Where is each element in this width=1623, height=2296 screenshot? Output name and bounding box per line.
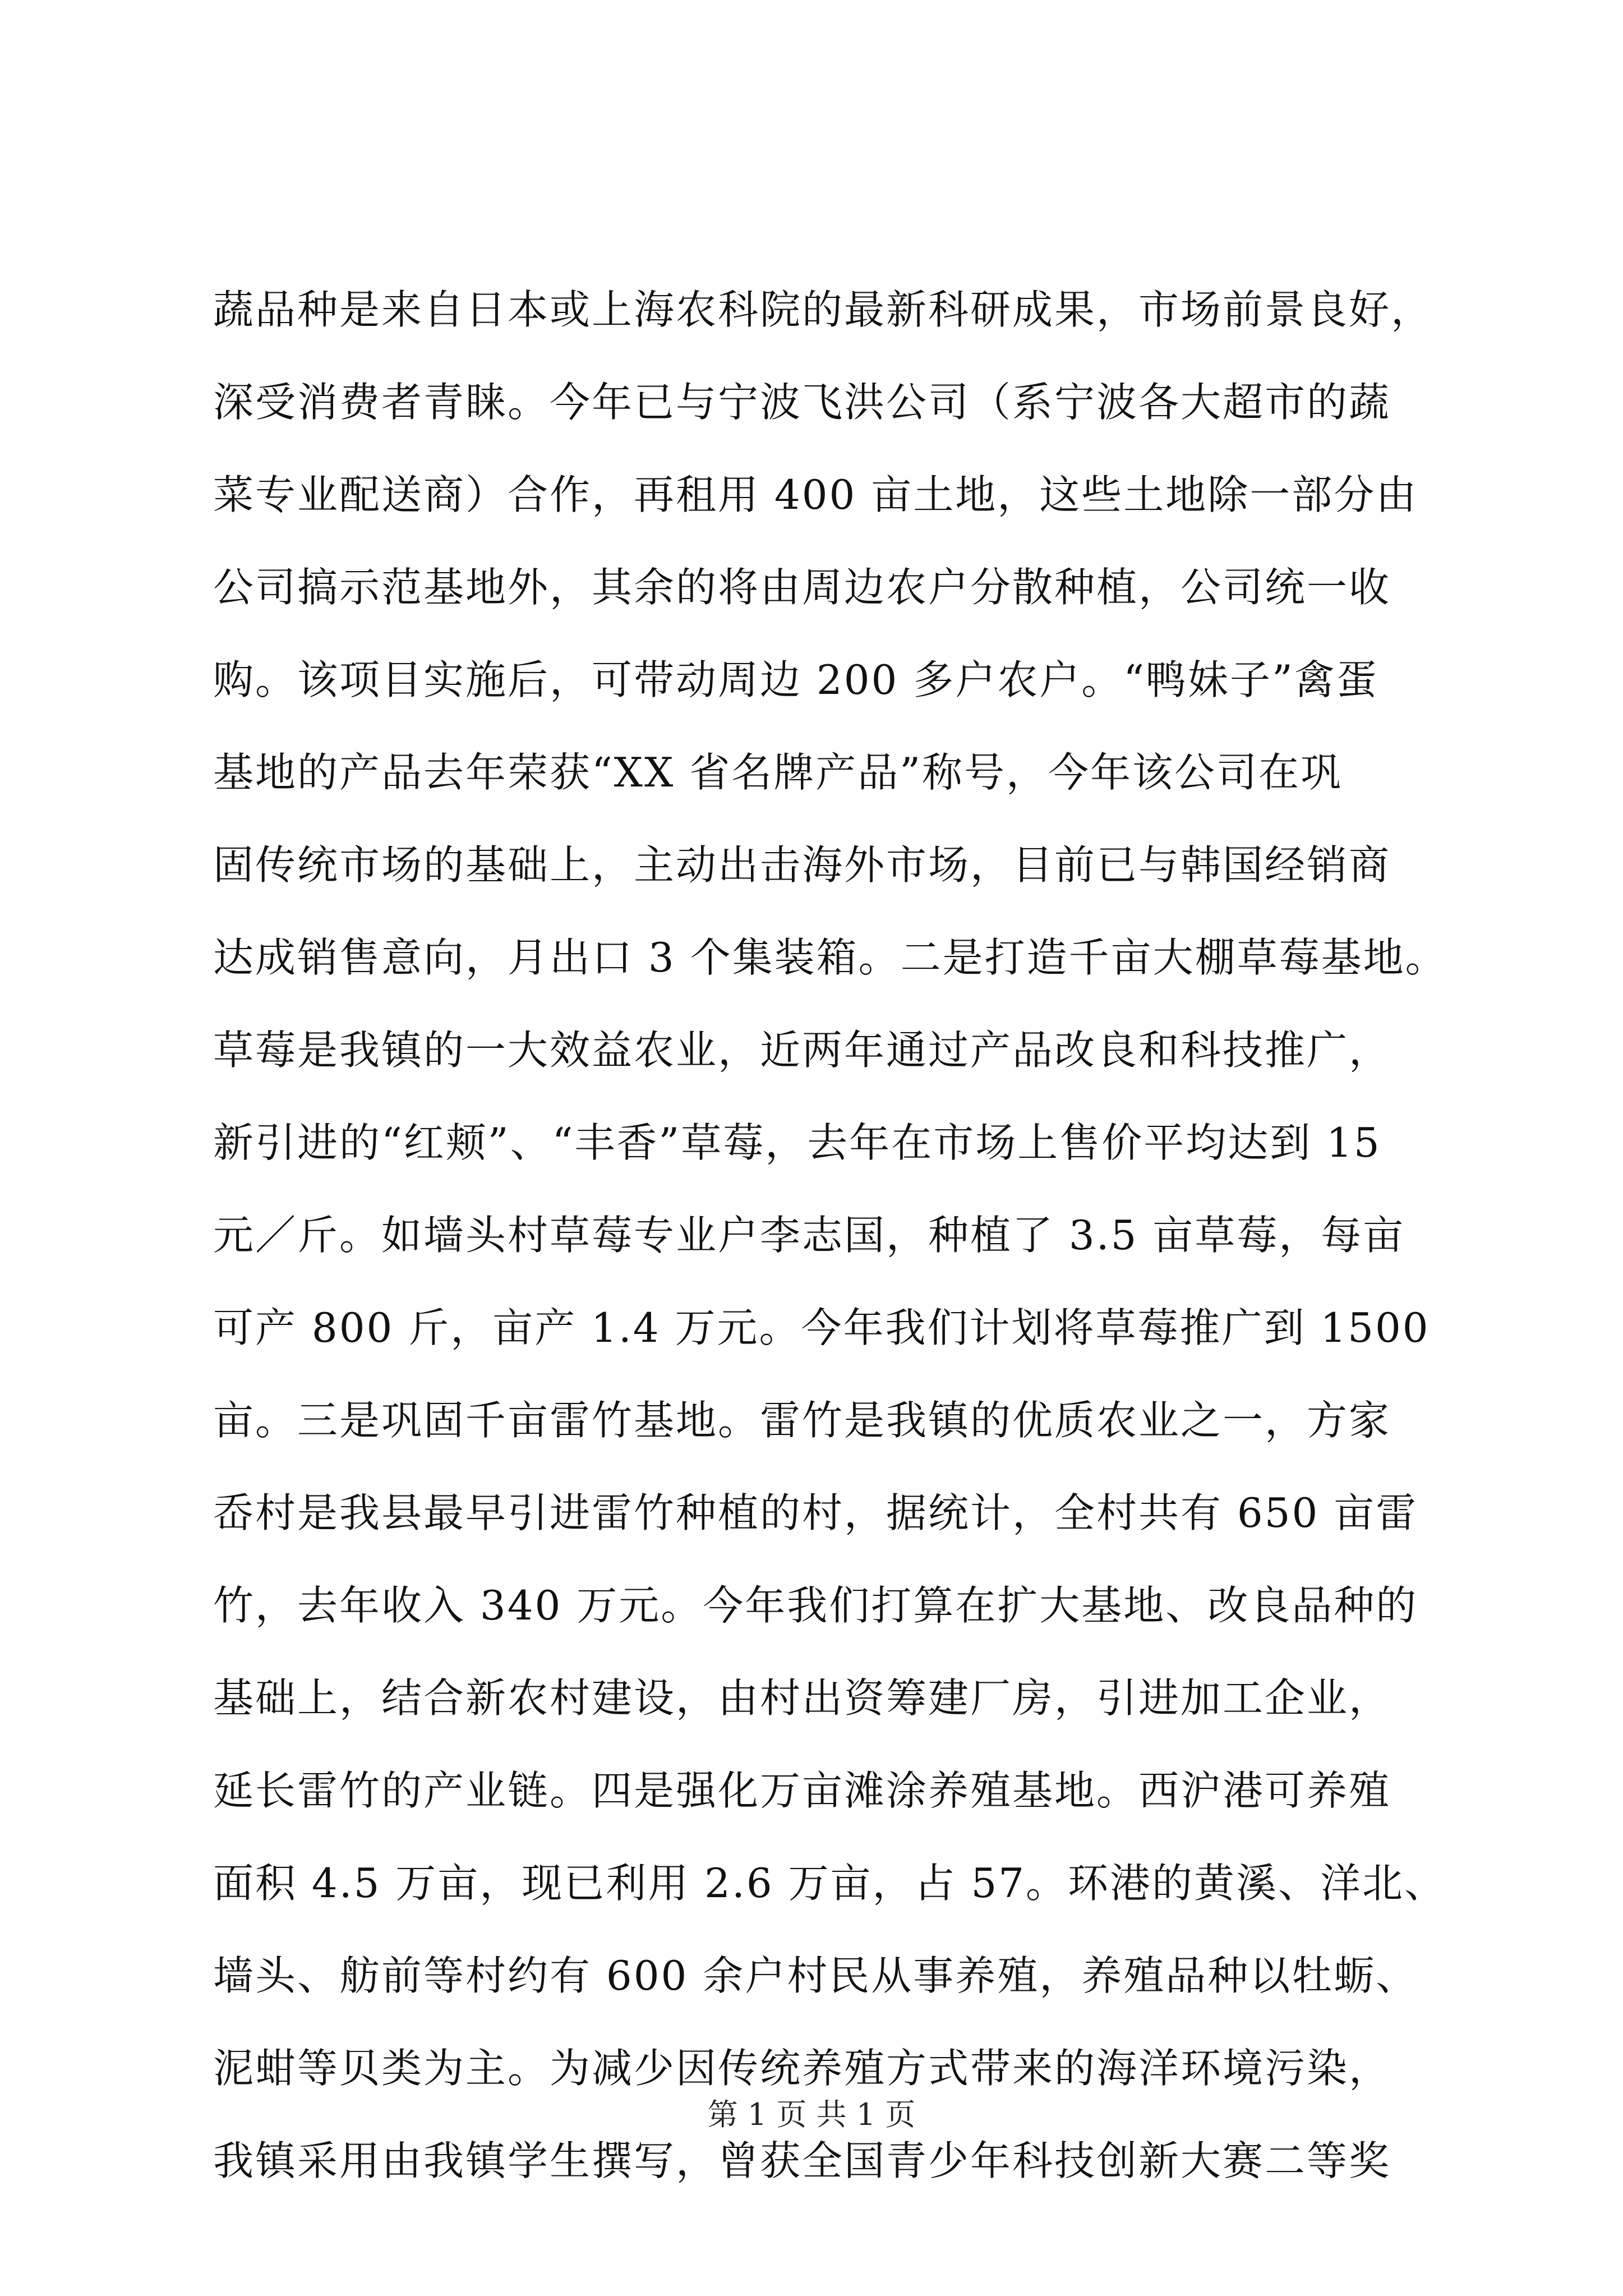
text-line: 可产 800 斤，亩产 1.4 万元。今年我们计划将草莓推广到 1500 xyxy=(213,1304,1430,1351)
text-line: 购。该项目实施后，可带动周边 200 多户农户。“鸭妹子”禽蛋 xyxy=(213,656,1378,703)
text-line: 蔬品种是来自日本或上海农科院的最新科研成果，市场前景良好， xyxy=(213,286,1433,333)
text-line: 公司搞示范基地外，其余的将由周边农户分散种植，公司统一收 xyxy=(213,564,1391,611)
text-line: 菜专业配送商）合作，再租用 400 亩土地，这些土地除一部分由 xyxy=(213,471,1418,518)
text-line: 竹，去年收入 340 万元。今年我们打算在扩大基地、改良品种的 xyxy=(213,1582,1418,1629)
text-line: 面积 4.5 万亩，现已利用 2.6 万亩，占 57。环港的黄溪、洋北、 xyxy=(213,1860,1447,1907)
text-line: 固传统市场的基础上，主动出击海外市场，目前已与韩国经销商 xyxy=(213,841,1391,889)
body-text xyxy=(213,264,1469,2207)
text-line: 墙头、舫前等村约有 600 余户村民从事养殖，养殖品种以牡蛎、 xyxy=(213,1952,1418,1999)
text-line: 基础上，结合新农村建设，由村出资筹建厂房，引进加工企业， xyxy=(213,1674,1391,1722)
text-line: 亩。三是巩固千亩雷竹基地。雷竹是我镇的优质农业之一，方家 xyxy=(213,1397,1391,1444)
text-line: 我镇采用由我镇学生撰写，曾获全国青少年科技创新大赛二等奖 xyxy=(213,2137,1391,2184)
text-line: 草莓是我镇的一大效益农业，近两年通过产品改良和科技推广， xyxy=(213,1027,1391,1074)
text-line: 基地的产品去年荣获“XX 省名牌产品”称号，今年该公司在巩 xyxy=(213,749,1343,796)
text-line: 泥蚶等贝类为主。为减少因传统养殖方式带来的海洋环境污染， xyxy=(213,2045,1391,2092)
text-line: 延长雷竹的产业链。四是强化万亩滩涂养殖基地。西沪港可养殖 xyxy=(213,1767,1391,1814)
page-number-label: 第 1 页 共 1 页 xyxy=(707,2097,916,2132)
text-line: 元／斤。如墙头村草莓专业户李志国，种植了 3.5 亩草莓，每亩 xyxy=(213,1212,1405,1259)
page-footer xyxy=(0,2095,1623,2134)
text-line: 达成销售意向，月出口 3 个集装箱。二是打造千亩大棚草莓基地。 xyxy=(213,934,1447,981)
text-line: 深受消费者青睐。今年已与宁波飞洪公司（系宁波各大超市的蔬 xyxy=(213,379,1391,426)
text-line: 岙村是我县最早引进雷竹种植的村，据统计，全村共有 650 亩雷 xyxy=(213,1489,1418,1536)
text-line: 新引进的“红颊”、“丰香”草莓，去年在市场上售价平均达到 15 xyxy=(213,1119,1381,1166)
